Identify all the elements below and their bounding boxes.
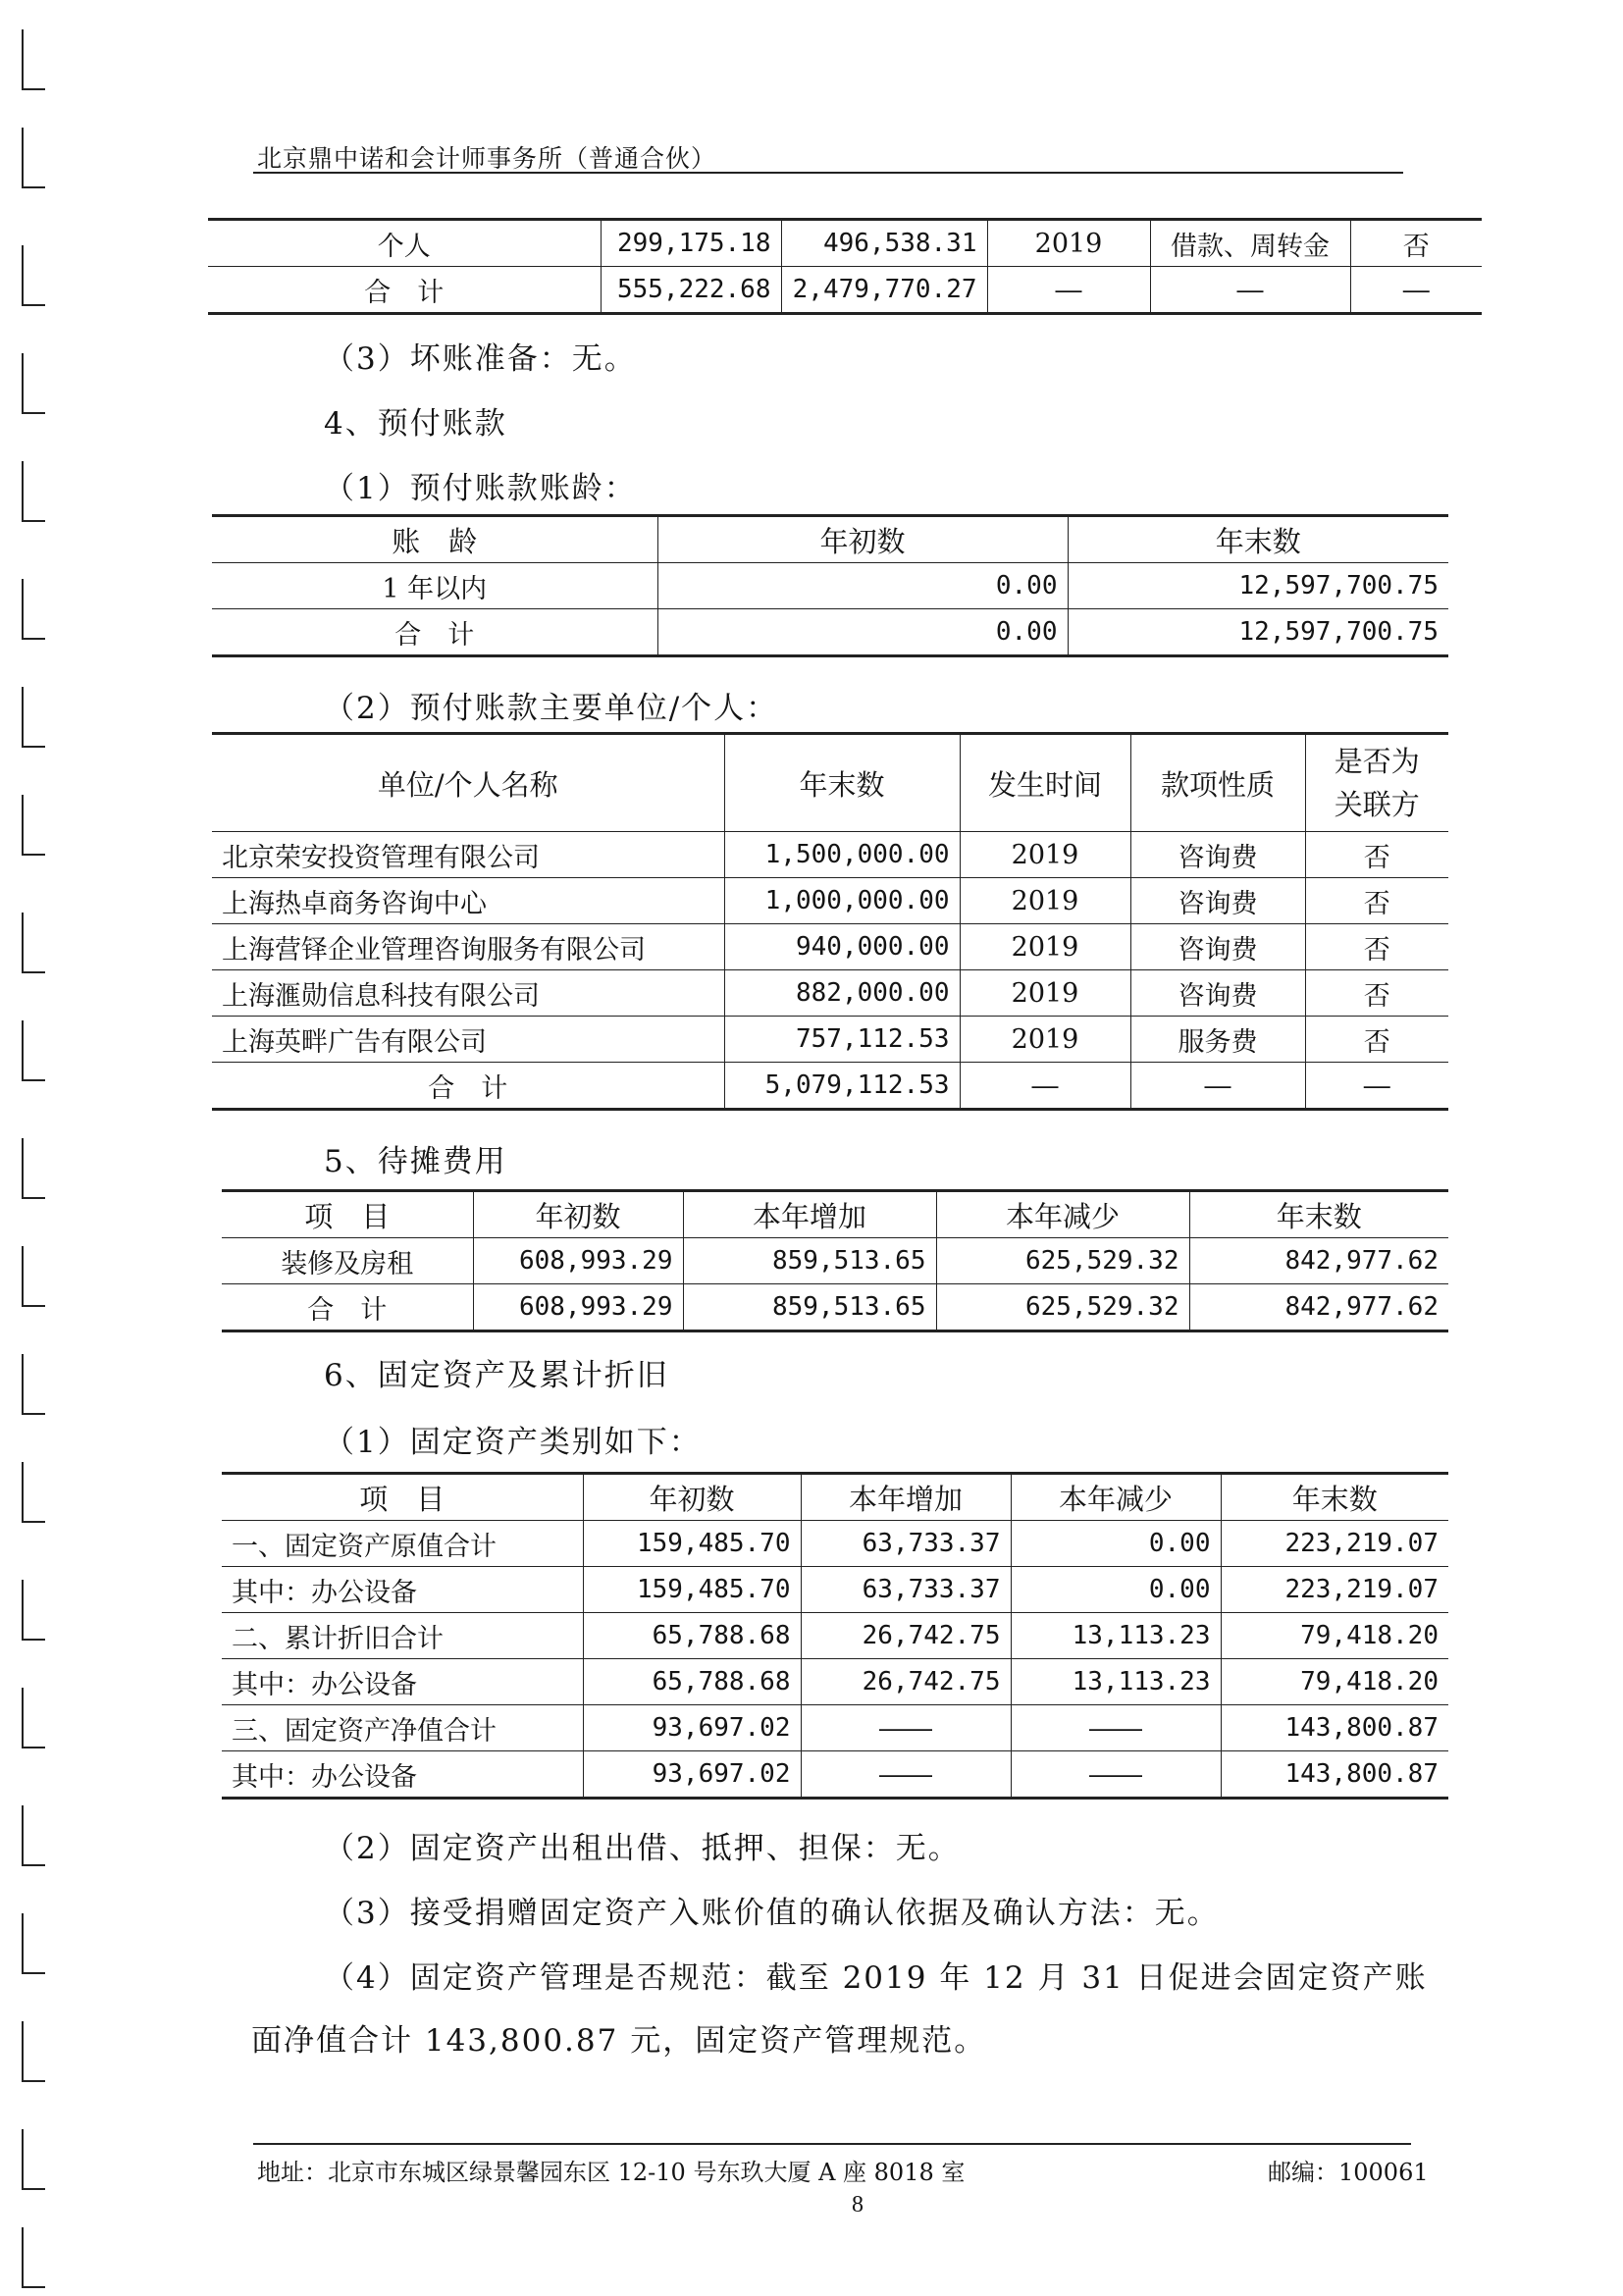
cell: 2019 — [960, 832, 1130, 878]
deferred-expenses-table — [222, 1189, 1448, 1332]
cell: 625,529.32 — [936, 1284, 1189, 1331]
header-line: 关联方 — [1334, 788, 1420, 821]
cell: 否 — [1350, 220, 1482, 267]
cell: 上海滙勋信息科技有限公司 — [212, 970, 724, 1017]
cell: 1,500,000.00 — [724, 832, 960, 878]
cell: 859,513.65 — [683, 1238, 936, 1284]
cell: 93,697.02 — [583, 1751, 801, 1799]
table-row — [222, 1238, 1448, 1284]
header-cell: 年末数 — [1189, 1191, 1448, 1238]
table-row — [212, 970, 1448, 1017]
section-4-title: 4、预付账款 — [324, 406, 507, 442]
header-cell — [1305, 734, 1448, 832]
section-6-title: 6、固定资产及累计折旧 — [324, 1358, 669, 1393]
table-row — [222, 1613, 1448, 1659]
fixed-assets-note-2: （2）固定资产出租出借、抵押、担保：无。 — [324, 1831, 961, 1866]
cell: 一、固定资产原值合计 — [222, 1521, 583, 1567]
cell: 79,418.20 — [1221, 1659, 1448, 1705]
binding-mark — [22, 795, 45, 856]
binding-mark — [22, 1246, 45, 1307]
binding-mark — [22, 2227, 45, 2288]
cell: —— — [801, 1705, 1011, 1751]
cell: 咨询费 — [1130, 878, 1305, 924]
header-cell: 年初数 — [583, 1474, 801, 1521]
table-row — [212, 832, 1448, 878]
cell: 63,733.37 — [801, 1521, 1011, 1567]
table-header-row — [212, 516, 1448, 563]
cell: — — [1305, 1063, 1448, 1110]
cell: 其中：办公设备 — [222, 1567, 583, 1613]
table-row — [222, 1659, 1448, 1705]
cell: 上海营铎企业管理咨询服务有限公司 — [212, 924, 724, 970]
header-line: 是否为 — [1334, 745, 1420, 778]
fixed-assets-note-4-line2: 面净值合计 143,800.87 元，固定资产管理规范。 — [251, 2023, 987, 2059]
header-cell: 年末数 — [1221, 1474, 1448, 1521]
table-row — [222, 1284, 1448, 1331]
binding-mark — [22, 245, 45, 306]
header-divider — [253, 172, 1403, 174]
header-cell: 发生时间 — [960, 734, 1130, 832]
cell: 否 — [1305, 970, 1448, 1017]
table-row — [208, 220, 1482, 267]
cell: 咨询费 — [1130, 832, 1305, 878]
table-header-row — [212, 734, 1448, 832]
cell: 93,697.02 — [583, 1705, 801, 1751]
header-cell: 年初数 — [657, 516, 1068, 563]
binding-mark — [22, 29, 45, 90]
cell: 合 计 — [212, 609, 657, 656]
binding-mark — [22, 128, 45, 188]
cell: 合 计 — [212, 1063, 724, 1110]
section-4-sub2: （2）预付账款主要单位/个人： — [324, 691, 779, 726]
table-row — [222, 1751, 1448, 1799]
cell: 1 年以内 — [212, 563, 657, 609]
cell: 否 — [1305, 832, 1448, 878]
binding-mark — [22, 2021, 45, 2082]
cell: 合 计 — [222, 1284, 473, 1331]
cell: 143,800.87 — [1221, 1705, 1448, 1751]
header-cell: 单位/个人名称 — [212, 734, 724, 832]
cell: 12,597,700.75 — [1068, 563, 1448, 609]
page-number: 8 — [852, 2192, 864, 2218]
cell: — — [987, 267, 1150, 314]
binding-marks — [8, 0, 47, 2296]
section-5-title: 5、待摊费用 — [324, 1144, 507, 1179]
cell: 65,788.68 — [583, 1613, 801, 1659]
binding-mark — [22, 353, 45, 414]
cell: 否 — [1305, 878, 1448, 924]
cell: 0.00 — [1011, 1521, 1221, 1567]
cell: 26,742.75 — [801, 1613, 1011, 1659]
cell: 625,529.32 — [936, 1238, 1189, 1284]
section-4-sub1: （1）预付账款账龄： — [324, 471, 637, 506]
cell: 0.00 — [1011, 1567, 1221, 1613]
binding-mark — [22, 2129, 45, 2190]
cell: 12,597,700.75 — [1068, 609, 1448, 656]
header-cell: 年末数 — [1068, 516, 1448, 563]
cell: 服务费 — [1130, 1017, 1305, 1063]
binding-mark — [22, 1020, 45, 1081]
cell: 13,113.23 — [1011, 1613, 1221, 1659]
header-cell: 本年增加 — [683, 1191, 936, 1238]
fixed-assets-note-4-line1: （4）固定资产管理是否规范：截至 2019 年 12 月 31 日促进会固定资产账 — [324, 1960, 1428, 1996]
cell: 否 — [1305, 1017, 1448, 1063]
cell: 2,479,770.27 — [781, 267, 987, 314]
cell: 北京荣安投资管理有限公司 — [212, 832, 724, 878]
cell: —— — [1011, 1751, 1221, 1799]
cell: —— — [801, 1751, 1011, 1799]
cell: 二、累计折旧合计 — [222, 1613, 583, 1659]
binding-mark — [22, 1138, 45, 1199]
cell: 2019 — [960, 970, 1130, 1017]
cell: 咨询费 — [1130, 924, 1305, 970]
cell: 608,993.29 — [473, 1238, 683, 1284]
binding-mark — [22, 1688, 45, 1748]
table-row — [208, 267, 1482, 314]
footer-divider — [253, 2143, 1411, 2145]
cell: 842,977.62 — [1189, 1284, 1448, 1331]
binding-mark — [22, 1580, 45, 1641]
cell: 2019 — [960, 924, 1130, 970]
binding-mark — [22, 579, 45, 640]
table-row — [212, 1017, 1448, 1063]
cell: 63,733.37 — [801, 1567, 1011, 1613]
footer-address: 地址：北京市东城区绿景馨园东区 12-10 号东玖大厦 A 座 8018 室 — [257, 2159, 966, 2186]
cell: 299,175.18 — [601, 220, 781, 267]
header-cell: 年末数 — [724, 734, 960, 832]
header-cell: 本年减少 — [936, 1191, 1189, 1238]
cell: 0.00 — [657, 609, 1068, 656]
cell: 555,222.68 — [601, 267, 781, 314]
cell: 842,977.62 — [1189, 1238, 1448, 1284]
table-row — [212, 878, 1448, 924]
cell: 上海热卓商务咨询中心 — [212, 878, 724, 924]
cell: 159,485.70 — [583, 1521, 801, 1567]
header-cell: 本年增加 — [801, 1474, 1011, 1521]
table-header-row — [222, 1191, 1448, 1238]
cell: 合 计 — [208, 267, 601, 314]
prepayment-units-table — [212, 732, 1448, 1111]
section-6-sub1: （1）固定资产类别如下： — [324, 1425, 702, 1460]
binding-mark — [22, 1354, 45, 1415]
cell: 608,993.29 — [473, 1284, 683, 1331]
firm-header: 北京鼎中诺和会计师事务所（普通合伙） — [257, 144, 717, 173]
fixed-assets-note-3: （3）接受捐赠固定资产入账价值的确认依据及确认方法：无。 — [324, 1896, 1220, 1931]
table-row — [212, 1063, 1448, 1110]
cell: 143,800.87 — [1221, 1751, 1448, 1799]
cell: 223,219.07 — [1221, 1521, 1448, 1567]
cell: —— — [1011, 1705, 1221, 1751]
cell: 1,000,000.00 — [724, 878, 960, 924]
cell: 859,513.65 — [683, 1284, 936, 1331]
cell: 其中：办公设备 — [222, 1659, 583, 1705]
cell: — — [1130, 1063, 1305, 1110]
cell: 否 — [1305, 924, 1448, 970]
header-cell: 本年减少 — [1011, 1474, 1221, 1521]
other-receivable-table — [208, 218, 1482, 315]
cell: 26,742.75 — [801, 1659, 1011, 1705]
cell: 79,418.20 — [1221, 1613, 1448, 1659]
bad-debt-note: （3）坏账准备：无。 — [324, 341, 637, 377]
table-row — [212, 563, 1448, 609]
binding-mark — [22, 1462, 45, 1523]
cell: 上海英畔广告有限公司 — [212, 1017, 724, 1063]
cell: 13,113.23 — [1011, 1659, 1221, 1705]
cell: 159,485.70 — [583, 1567, 801, 1613]
cell: 65,788.68 — [583, 1659, 801, 1705]
binding-mark — [22, 1805, 45, 1866]
cell: 496,538.31 — [781, 220, 987, 267]
cell: 2019 — [987, 220, 1150, 267]
table-row — [222, 1705, 1448, 1751]
cell: 940,000.00 — [724, 924, 960, 970]
cell: 882,000.00 — [724, 970, 960, 1017]
binding-mark — [22, 687, 45, 748]
aging-table — [212, 514, 1448, 657]
cell: 借款、周转金 — [1150, 220, 1350, 267]
cell: 装修及房租 — [222, 1238, 473, 1284]
fixed-assets-table — [222, 1472, 1448, 1800]
binding-mark — [22, 1913, 45, 1974]
header-cell: 项 目 — [222, 1474, 583, 1521]
cell: 0.00 — [657, 563, 1068, 609]
binding-mark — [22, 461, 45, 522]
cell: 2019 — [960, 878, 1130, 924]
binding-mark — [22, 913, 45, 973]
table-row — [222, 1567, 1448, 1613]
header-cell: 款项性质 — [1130, 734, 1305, 832]
cell: — — [1350, 267, 1482, 314]
cell: 个人 — [208, 220, 601, 267]
footer-postcode: 邮编：100061 — [1268, 2159, 1429, 2186]
cell: 咨询费 — [1130, 970, 1305, 1017]
table-row — [222, 1521, 1448, 1567]
table-header-row — [222, 1474, 1448, 1521]
table-row — [212, 924, 1448, 970]
header-cell: 账 龄 — [212, 516, 657, 563]
header-cell: 项 目 — [222, 1191, 473, 1238]
cell: 5,079,112.53 — [724, 1063, 960, 1110]
header-cell: 年初数 — [473, 1191, 683, 1238]
cell: 757,112.53 — [724, 1017, 960, 1063]
table-row — [212, 609, 1448, 656]
cell: 223,219.07 — [1221, 1567, 1448, 1613]
cell: — — [960, 1063, 1130, 1110]
cell: 三、固定资产净值合计 — [222, 1705, 583, 1751]
cell: 2019 — [960, 1017, 1130, 1063]
cell: — — [1150, 267, 1350, 314]
cell: 其中：办公设备 — [222, 1751, 583, 1799]
